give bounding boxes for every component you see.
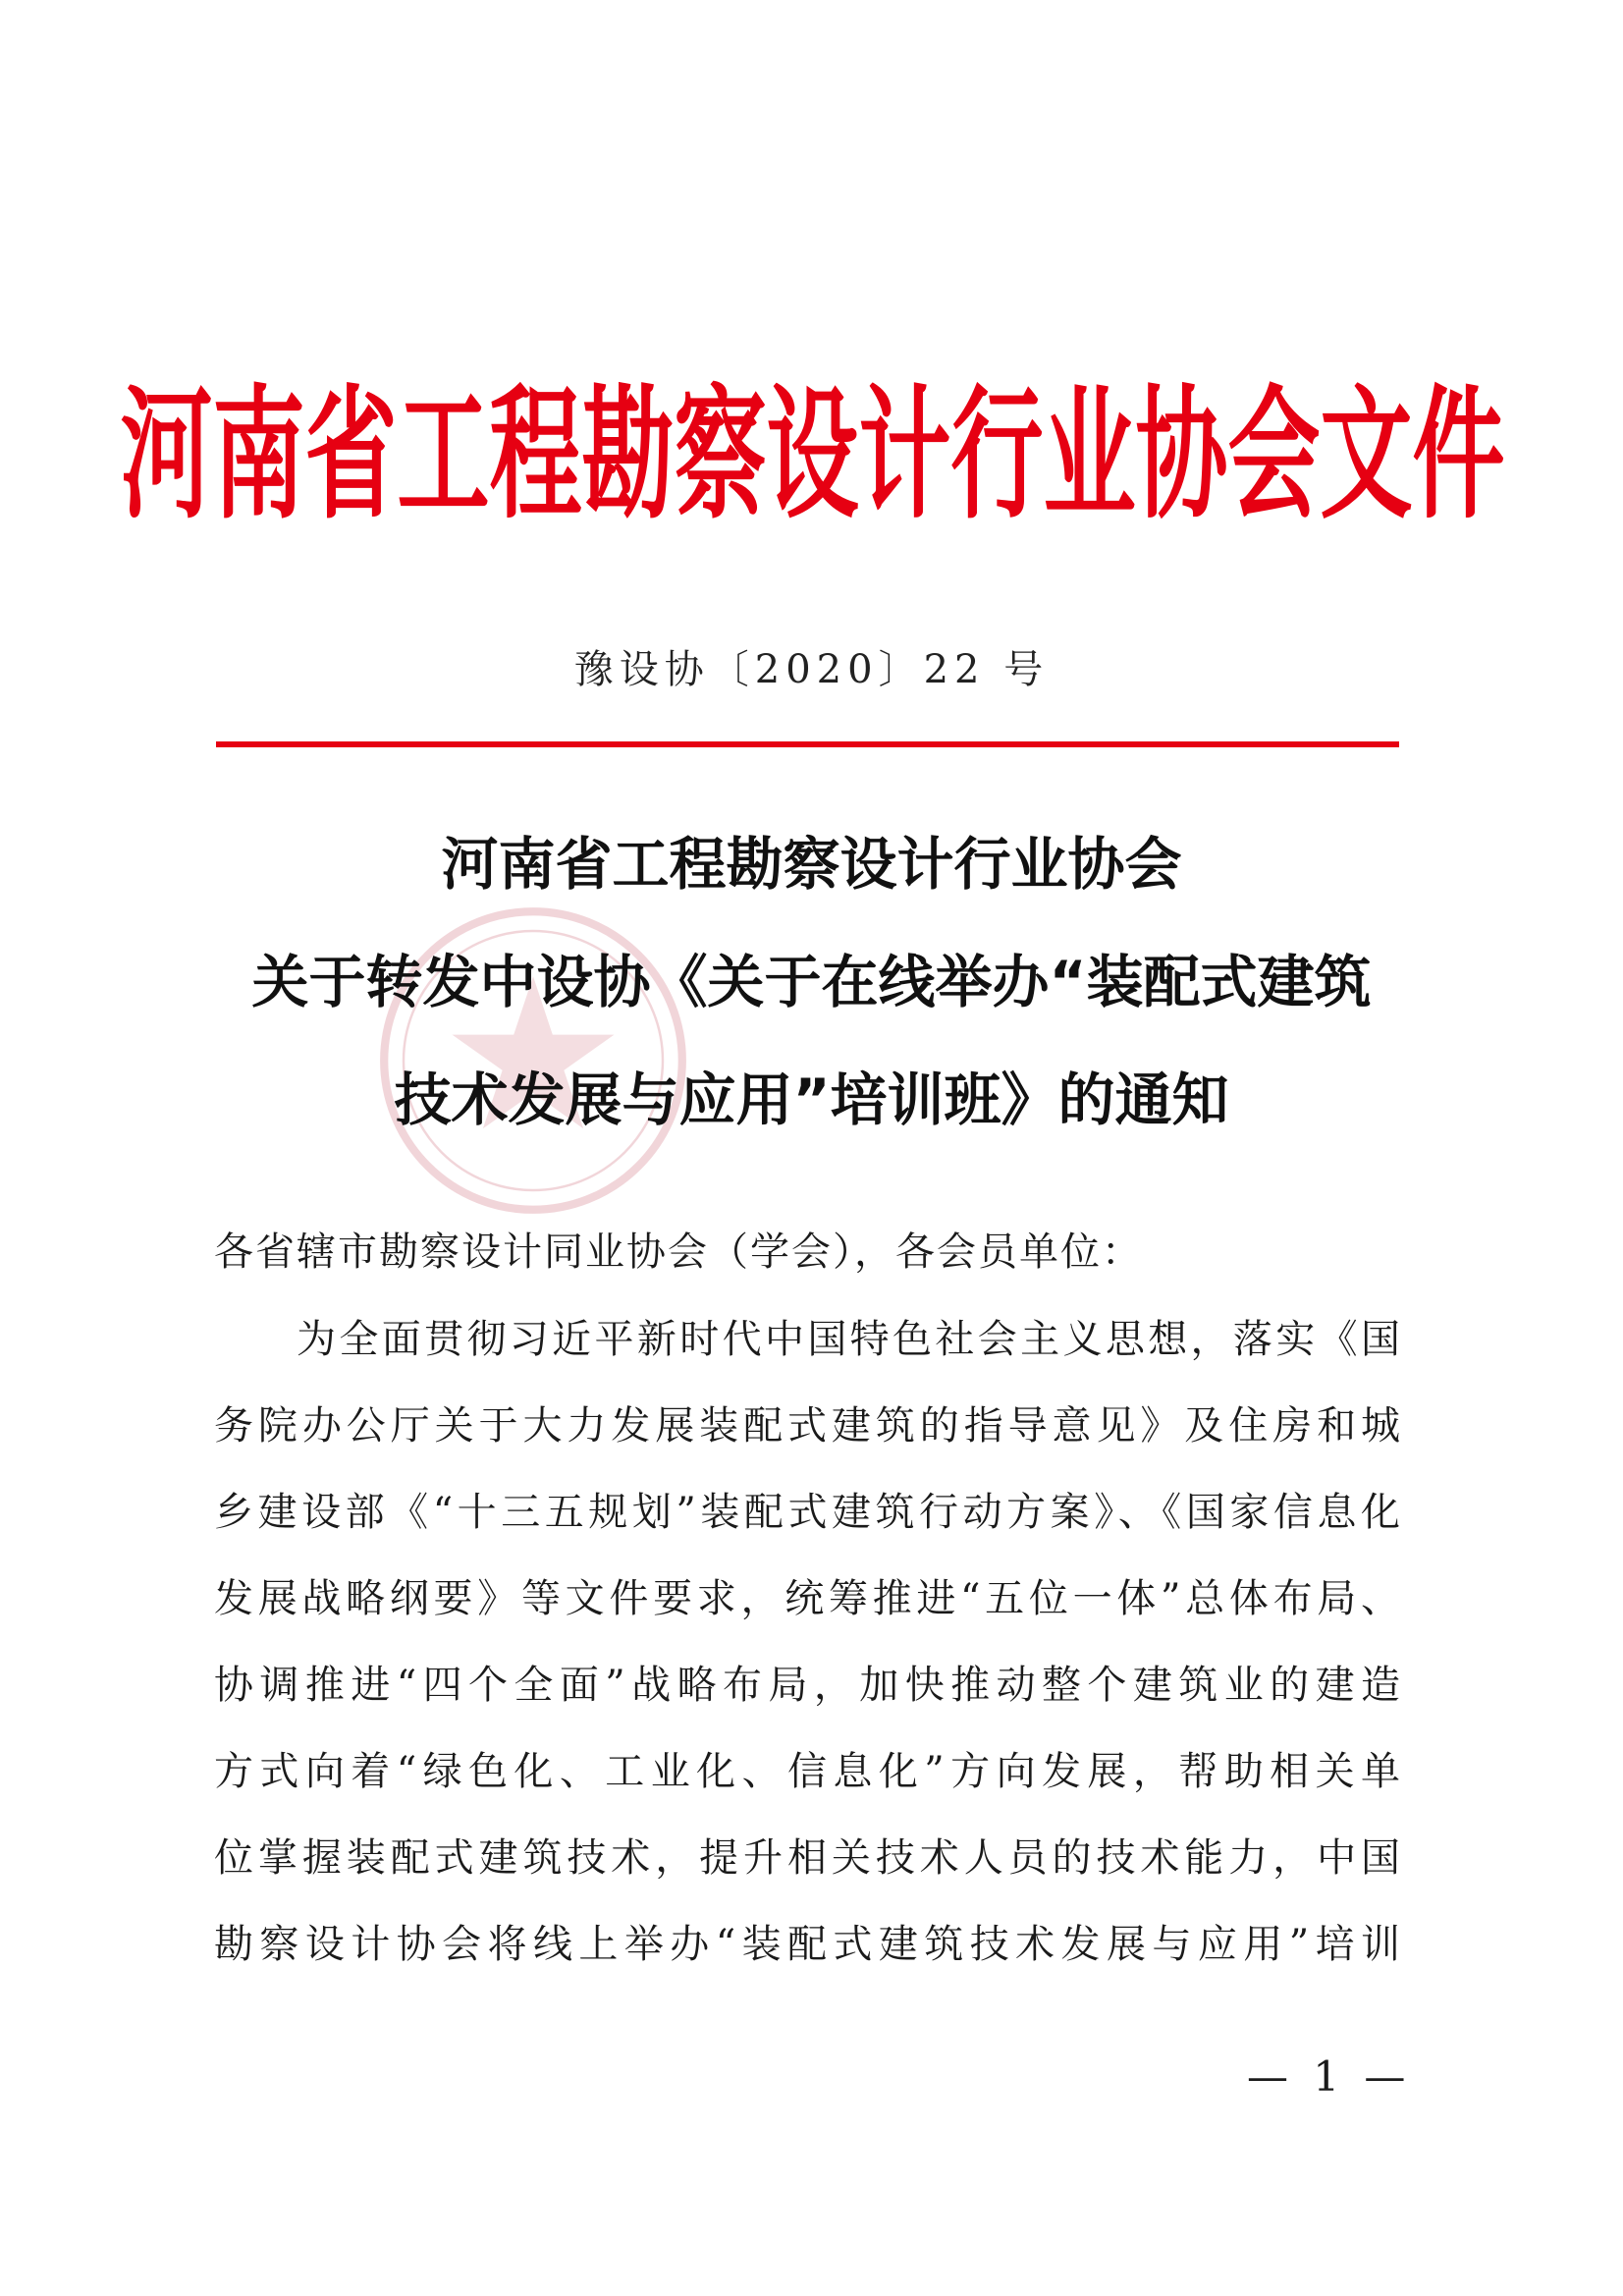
body-line: 协调推进“四个全面”战略布局，加快推动整个建筑业的建造 bbox=[214, 1663, 1402, 1708]
title-line-2: 关于转发中设协《关于在线举办“装配式建筑 bbox=[251, 949, 1372, 1015]
masthead-title: 河南省工程勘察设计行业协会文件 bbox=[120, 372, 1505, 539]
body-line: 位掌握装配式建筑技术，提升相关技术人员的技术能力，中国 bbox=[214, 1835, 1402, 1881]
title-line-1: 河南省工程勘察设计行业协会 bbox=[441, 831, 1182, 898]
document-number: 豫设协〔2020〕22 号 bbox=[573, 647, 1050, 692]
page-number: — 1 — bbox=[1247, 2052, 1412, 2101]
body-line: 乡建设部《“十三五规划”装配式建筑行动方案》、《国家信息化 bbox=[214, 1490, 1402, 1535]
body-paragraph bbox=[214, 1296, 1402, 1988]
body-line: 勘察设计协会将线上举办“装配式建筑技术发展与应用”培训 bbox=[214, 1922, 1402, 1967]
body-line: 务院办公厅关于大力发展装配式建筑的指导意见》及住房和城 bbox=[214, 1403, 1402, 1449]
document-title bbox=[0, 805, 1623, 1159]
red-divider-rule bbox=[216, 741, 1399, 747]
body-line: 方式向着“绿色化、工业化、信息化”方向发展，帮助相关单 bbox=[214, 1749, 1402, 1794]
body-line: 发展战略纲要》等文件要求，统筹推进“五位一体”总体布局、 bbox=[214, 1576, 1402, 1621]
body-line: 为全面贯彻习近平新时代中国特色社会主义思想，落实《国 bbox=[297, 1317, 1402, 1362]
title-line-3: 技术发展与应用”培训班》的通知 bbox=[394, 1066, 1229, 1133]
salutation: 各省辖市勘察设计同业协会（学会），各会员单位： bbox=[214, 1230, 1143, 1275]
